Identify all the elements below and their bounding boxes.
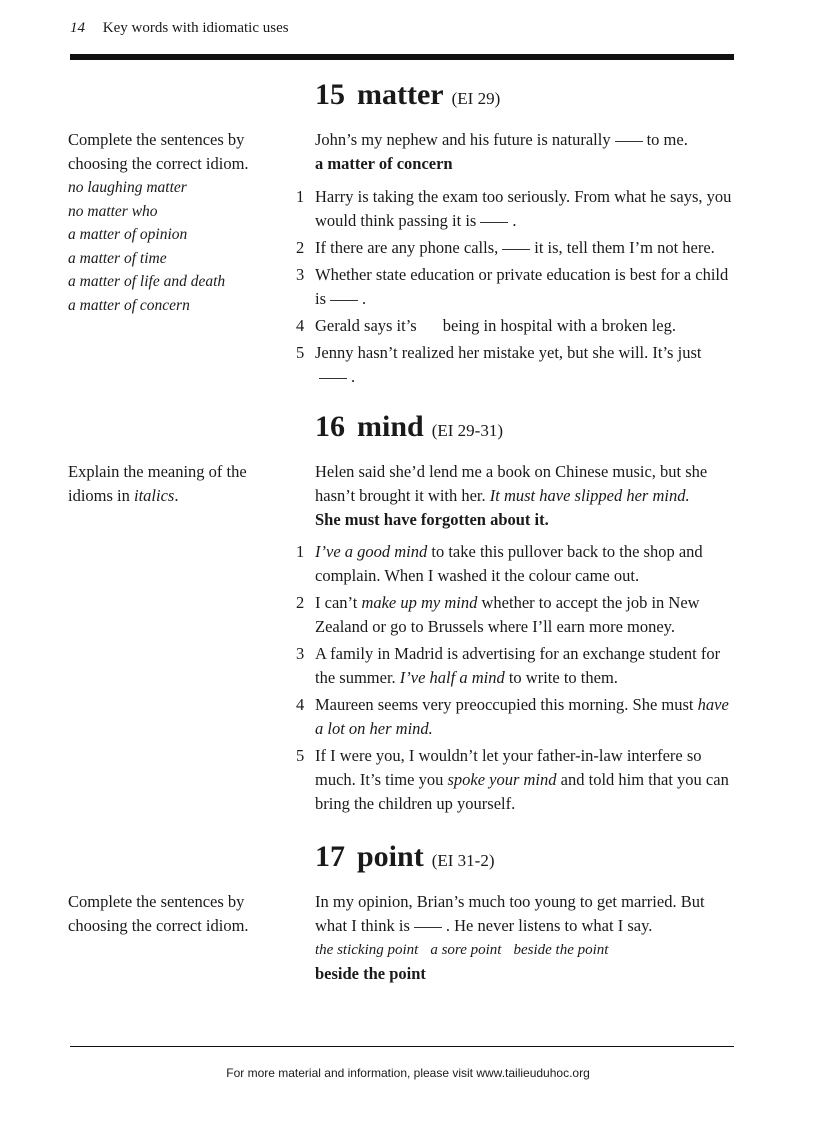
idiom: a matter of concern bbox=[68, 296, 190, 314]
exercise-items bbox=[0, 185, 816, 392]
exercise-item: 3 Whether state education or private education is best for a child is . bbox=[296, 265, 729, 308]
idiom-options bbox=[315, 938, 735, 962]
answer-blank bbox=[414, 927, 442, 928]
exercise-item: 1 I’ve a good mind to take this pullover back to the shop and complain. When I washed it the colour came out. bbox=[296, 542, 703, 585]
option: a sore point bbox=[430, 942, 502, 958]
exercise-items bbox=[0, 540, 816, 819]
answer-blank bbox=[330, 300, 358, 301]
exercise-item: 2 I can’t make up my mind whether to accept the job in New Zealand or go to Brussels where I’ll earn more money. bbox=[296, 593, 700, 636]
idiom: no matter who bbox=[68, 202, 158, 220]
section-number: 15 bbox=[315, 78, 345, 111]
option: beside the point bbox=[513, 942, 609, 958]
example-text: Helen said she’d lend me a book on Chinese music, but she hasn’t brought it with her. bbox=[315, 462, 708, 505]
section-number: 16 bbox=[315, 410, 345, 443]
instruction: Complete the sentences by choosing the correct idiom. bbox=[68, 892, 249, 935]
idiom: a matter of time bbox=[68, 249, 167, 267]
example-answer: She must have forgotten about it. bbox=[315, 510, 549, 529]
example-text-end: to me. bbox=[646, 130, 688, 149]
italic-word: italics bbox=[134, 486, 175, 505]
running-head bbox=[70, 20, 289, 37]
section-word: point bbox=[357, 840, 424, 873]
section-ref: (EI 29) bbox=[451, 89, 501, 108]
option: the sticking point bbox=[315, 942, 419, 958]
page-number: 14 bbox=[70, 20, 85, 36]
exercise-item: 3 A family in Madrid is advertising for an exchange student for the summer. I’ve half a mind to write to them. bbox=[296, 644, 721, 687]
exercise-item: 5 Jenny hasn’t realized her mistake yet, but she will. It’s just. bbox=[296, 343, 702, 386]
instruction: Explain the meaning of the idioms in italics. bbox=[68, 462, 247, 505]
example-answer: a matter of concern bbox=[315, 154, 453, 173]
running-title: Key words with idiomatic uses bbox=[102, 20, 289, 36]
section-number: 17 bbox=[315, 840, 345, 873]
exercise-item: 4 Gerald says it’s being in hospital with a broken leg. bbox=[296, 316, 676, 335]
example bbox=[315, 890, 735, 986]
instruction: Complete the sentences by choosing the correct idiom. bbox=[68, 130, 249, 173]
idiom: no laughing matter bbox=[68, 179, 187, 196]
example bbox=[315, 128, 735, 176]
idiom: a matter of life and death bbox=[68, 273, 226, 290]
example-text: John’s my nephew and his future is naturally bbox=[315, 130, 611, 149]
section-title bbox=[315, 78, 500, 112]
top-rule bbox=[70, 54, 734, 60]
section-ref: (EI 31-2) bbox=[431, 851, 495, 870]
section-title bbox=[315, 410, 503, 444]
section-title bbox=[315, 840, 494, 874]
exercise-item: 1 Harry is taking the exam too seriously. From what he says, you would think passing it is . bbox=[296, 187, 732, 230]
exercise-item: 4 Maureen seems very preoccupied this morning. She must have a lot on her mind. bbox=[296, 695, 729, 738]
example-text-end: . He never listens to what I say. bbox=[445, 916, 653, 935]
footer-text: For more material and information, please visit www.tailieuduhoc.org bbox=[226, 1066, 590, 1080]
answer-blank bbox=[615, 141, 643, 142]
section-ref: (EI 29-31) bbox=[431, 421, 503, 440]
exercise-item: 2 If there are any phone calls, it is, tell them I’m not here. bbox=[296, 238, 715, 257]
example bbox=[315, 460, 735, 532]
answer-blank bbox=[480, 222, 508, 223]
section-word: mind bbox=[357, 410, 424, 443]
answer-blank bbox=[319, 378, 347, 379]
example-text: In my opinion, Brian’s much too young to get married. But what I think is bbox=[315, 892, 705, 935]
exercise-item: 5 If I were you, I wouldn’t let your father-in-law interfere so much. It’s time you spoke your mind and told him that you can bring the children up yourself. bbox=[296, 746, 729, 813]
example-idiom: It must have slipped her mind. bbox=[489, 486, 690, 505]
answer-blank bbox=[502, 249, 530, 250]
example-answer: beside the point bbox=[315, 964, 426, 983]
bottom-rule bbox=[70, 1046, 734, 1047]
section-word: matter bbox=[357, 78, 444, 111]
idiom: a matter of opinion bbox=[68, 226, 188, 243]
